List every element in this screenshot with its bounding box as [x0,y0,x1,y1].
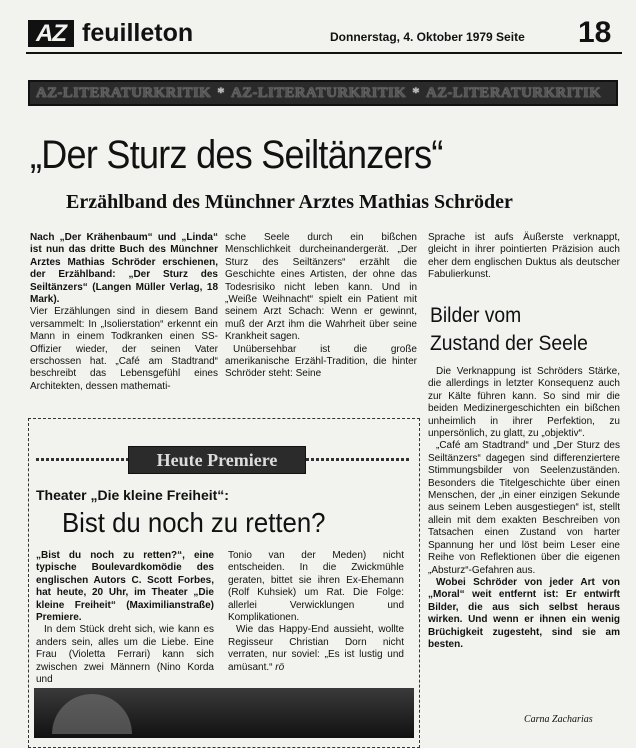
premiere-kicker: Theater „Die kleine Freiheit“: [36,487,229,503]
article-paragraph: Unübersehbar ist die große amerikanische Erzähl-Tradition, die hinter Schröder steht: Seine [225,343,417,380]
premiere-box-heading: Heute Premiere [128,446,306,474]
masthead-rule [26,52,622,54]
column-subheading [430,302,605,358]
premiere-paragraph: In dem Stück dreht sich, wie kann es anders sein, alles um die Liebe. Eine Frau (Violetta Ferrari) kann sich zwischen zwei Männern (Nino Korda und [36,624,214,686]
banner-label: AZ-LITERATURKRITIK [36,85,212,101]
article-column-1 [30,232,218,393]
banner-label: AZ-LITERATURKRITIK [425,85,602,101]
banner-separator: * [412,85,420,101]
article-column-3 [428,366,620,651]
premiere-paragraph: Tonio van der Meden) nicht entscheiden. In die Zwickmühle geraten, bittet sie ihren Ex-Ehemann (Rolf Kuhsiek) um Rat. Die Folge: allerlei Verwicklungen und Komplikationen. [228,550,404,624]
premiere-column-1 [36,550,214,686]
premiere-lead: „Bist du noch zu retten?“, eine typische Boulevardkomödie des englischen Autors C. Scott Forbes, hat heute, 20 Uhr, im Theater „Die kleine Freiheit“ (Maximilianstraße) Premiere. [36,550,214,624]
subheading-line: Bilder vom [430,304,522,327]
page-number: 18 [578,16,612,49]
banner-separator: * [217,85,225,101]
literaturkritik-banner [28,80,618,106]
premiere-signature: rö [275,661,285,673]
author-signature: Carna Zacharias [524,714,593,725]
article-paragraph: „Café am Stadtrand“ und „Der Sturz des Seiltänzers“ dagegen sind differenziertere Stimmungsbilder von Seelenzuständen. Besonders die Titelgeschichte über einen Menschen, der „in einer einzigen Sekunde aus seinem Leben ausgestiegen“ ist, stellt allein mit dem exakten Beschreiben von Tatsachen einen Zustand von harter Spannung her und löst beim Leser eine Reihe von Reflektionen über die eigenen „Absturz“-Gefahren aus. [428,440,620,576]
article-lead: Nach „Der Krähenbaum“ und „Linda“ ist nun das dritte Buch des Münchner Arztes Mathias Schröder erschienen, der Erzählband: „Der Sturz des Seiltänzers“ (Langen Müller Verlag, 18 Mark). [30,232,218,306]
article-subhead: Erzählband des Münchner Arztes Mathias Schröder [66,191,513,213]
article-column-3-top [428,232,620,282]
article-headline: „Der Sturz des Seiltänzers“ [30,133,443,177]
article-closing: Wobei Schröder von jeder Art von „Moral“ weit entfernt ist: Er entwirft Bilder, die aus sich selbst heraus wirken. Und wenn er ihnen ein wenig Brüchigkeit zugesteht, sind sie am besten. [428,576,620,650]
az-logo: AZ [28,20,74,47]
article-column-2 [225,232,417,381]
subheading-line: Zustand der Seele [430,332,588,355]
article-paragraph: Die Verknappung ist Schröders Stärke, die allerdings in letzter Konsequenz auch zur Kälte führen kann. So sind mir die beiden Medizinergeschichten ein bißchen unheimlich in ihrer Perfektion, zu unpersönlich, zu glatt, zu „objektiv“. [428,366,620,440]
banner-label: AZ-LITERATURKRITIK [230,85,407,101]
premiere-title: Bist du noch zu retten? [62,507,326,538]
article-paragraph: sche Seele durch ein bißchen Menschlichkeit durcheinandergerät. „Der Sturz des Seiltänzers“ erzählt die Geschichte eines Artisten, der ohne das Todesrisiko nicht leben kann. Und in „Weiße Weihnacht“ spielt ein Patient mit seinem Arzt Schach: Wenn er gewinnt, muß der Arzt ihm die Wahrheit über seine Krankheit sagen. [225,232,417,343]
article-paragraph: Sprache ist aufs Äußerste verknappt, gleicht in ihrer pointierten Präzision auch eher dem englischen Duktus als deutscher Fabulierkunst. [428,232,620,281]
premiere-photo [34,688,414,738]
premiere-column-2 [228,550,404,674]
dateline: Donnerstag, 4. Oktober 1979 Seite [330,30,525,44]
section-title: feuilleton [82,19,194,47]
article-paragraph: Vier Erzählungen sind in diesem Band versammelt: In „Isolierstation“ erkennt ein Mann in einem Todkranken einen SS-Offizier wieder, der seinen Vater erschossen hat. „Café am Stadtrand“ beschreibt das Lebensgefühl eines Architekten, dessen mathemati- [30,306,218,392]
premiere-paragraph: Wie das Happy-End aussieht, wollte Regisseur Christian Dorn nicht verraten, nur soviel: „Es ist lustig und amüsant.“ [228,624,404,673]
